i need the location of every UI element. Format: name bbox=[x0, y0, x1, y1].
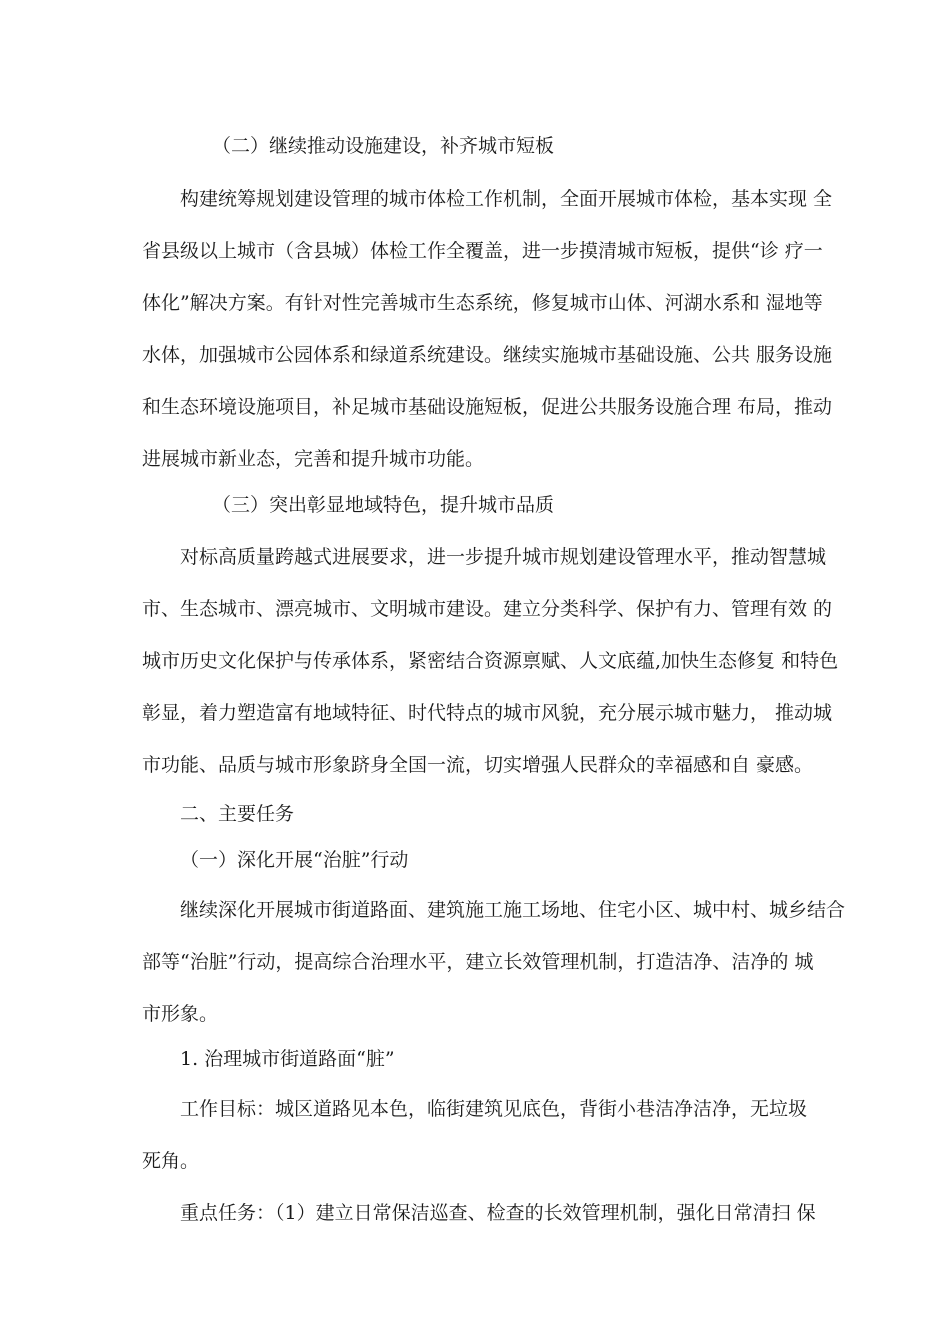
paragraph-line: 进展城市新业态，完善和提升城市功能。 bbox=[142, 448, 485, 470]
paragraph-line: 体化”解决方案。有针对性完善城市生态系统，修复城市山体、河湖水系和 湿地等 bbox=[142, 292, 823, 314]
section-heading-2: （二）继续推动设施建设，补齐城市短板 bbox=[212, 135, 555, 157]
paragraph-line: 彰显，着力塑造富有地域特征、时代特点的城市风貌，充分展示城市魅力， 推动城 bbox=[142, 702, 833, 724]
paragraph-line: 市形象。 bbox=[142, 1003, 219, 1025]
paragraph-line: 构建统筹规划建设管理的城市体检工作机制，全面开展城市体检，基本实现 全 bbox=[180, 188, 833, 210]
paragraph-line: 城市历史文化保护与传承体系，紧密结合资源禀赋、人文底蕴,加快生态修复 和特色 bbox=[142, 650, 839, 672]
paragraph-line: 市功能、品质与城市形象跻身全国一流，切实增强人民群众的幸福感和自 豪感。 bbox=[142, 754, 814, 776]
paragraph-line: 死角。 bbox=[142, 1150, 200, 1172]
chapter-heading: 二、主要任务 bbox=[180, 803, 295, 825]
paragraph-line: 部等“治脏”行动，提高综合治理水平，建立长效管理机制，打造洁净、洁净的 城 bbox=[142, 951, 814, 973]
subsection-heading-1: （一）深化开展“治脏”行动 bbox=[180, 849, 409, 871]
paragraph-line: 对标高质量跨越式进展要求，进一步提升城市规划建设管理水平，推动智慧城 bbox=[180, 546, 827, 568]
paragraph-line: 和生态环境设施项目，补足城市基础设施短板，促进公共服务设施合理 布局，推动 bbox=[142, 396, 833, 418]
paragraph-line: 市、生态城市、漂亮城市、文明城市建设。建立分类科学、保护有力、管理有效 的 bbox=[142, 598, 833, 620]
paragraph-line: 省县级以上城市（含县城）体检工作全覆盖，进一步摸清城市短板，提供“诊 疗一 bbox=[142, 240, 823, 262]
section-heading-3: （三）突出彰显地域特色，提升城市品质 bbox=[212, 494, 555, 516]
numbered-item-heading: 1. 治理城市街道路面“脏” bbox=[180, 1048, 395, 1070]
paragraph-line: 重点任务：（1）建立日常保洁巡查、检查的长效管理机制，强化日常清扫 保 bbox=[180, 1202, 816, 1224]
paragraph-line: 继续深化开展城市街道路面、建筑施工施工场地、住宅小区、城中村、城乡结合 bbox=[180, 899, 846, 921]
paragraph-line: 水体，加强城市公园体系和绿道系统建设。继续实施城市基础设施、公共 服务设施 bbox=[142, 344, 833, 366]
paragraph-line: 工作目标：城区道路见本色，临街建筑见底色，背街小巷洁净洁净，无垃圾 bbox=[180, 1098, 808, 1120]
